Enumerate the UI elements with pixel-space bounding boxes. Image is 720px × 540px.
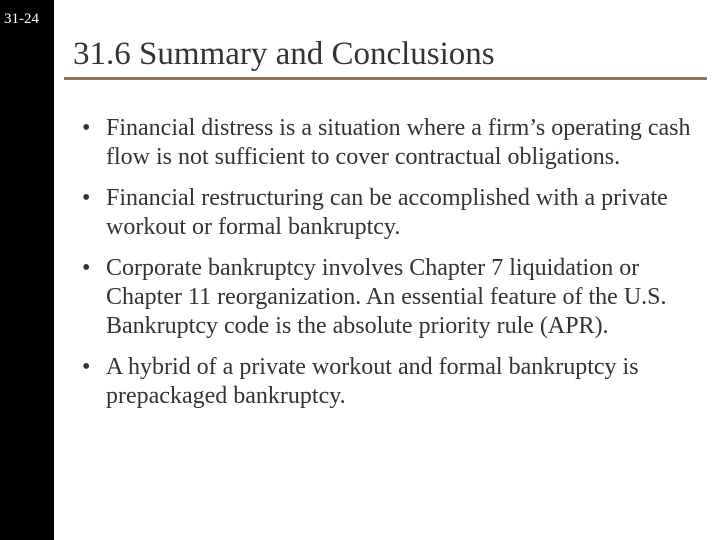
bullet-text: Financial distress is a situation where a firm’s operating cash flow is not sufficient to cover contractual obligations. (106, 115, 691, 170)
left-sidebar-bar (0, 0, 54, 540)
slide-number: 31-24 (4, 11, 39, 27)
bullet-list (82, 114, 692, 423)
bullet-text: Financial restructuring can be accomplished with a private workout or formal bankruptcy. (106, 185, 668, 240)
bullet-marker: • (82, 255, 91, 281)
bullet-text: A hybrid of a private workout and formal bankruptcy is prepackaged bankruptcy. (106, 354, 639, 409)
bullet-text: Corporate bankruptcy involves Chapter 7 liquidation or Chapter 11 reorganization. An essential feature of the U.S. Bankruptcy code is the absolute priority rule (APR). (106, 255, 667, 339)
bullet-marker: • (82, 354, 91, 380)
slide-title: 31.6 Summary and Conclusions (73, 36, 495, 72)
bullet-item (82, 114, 692, 172)
bullet-item (82, 254, 692, 341)
title-underline-rule (64, 77, 707, 80)
bullet-item (82, 184, 692, 242)
bullet-marker: • (82, 115, 91, 141)
bullet-marker: • (82, 185, 91, 211)
bullet-item (82, 353, 692, 411)
